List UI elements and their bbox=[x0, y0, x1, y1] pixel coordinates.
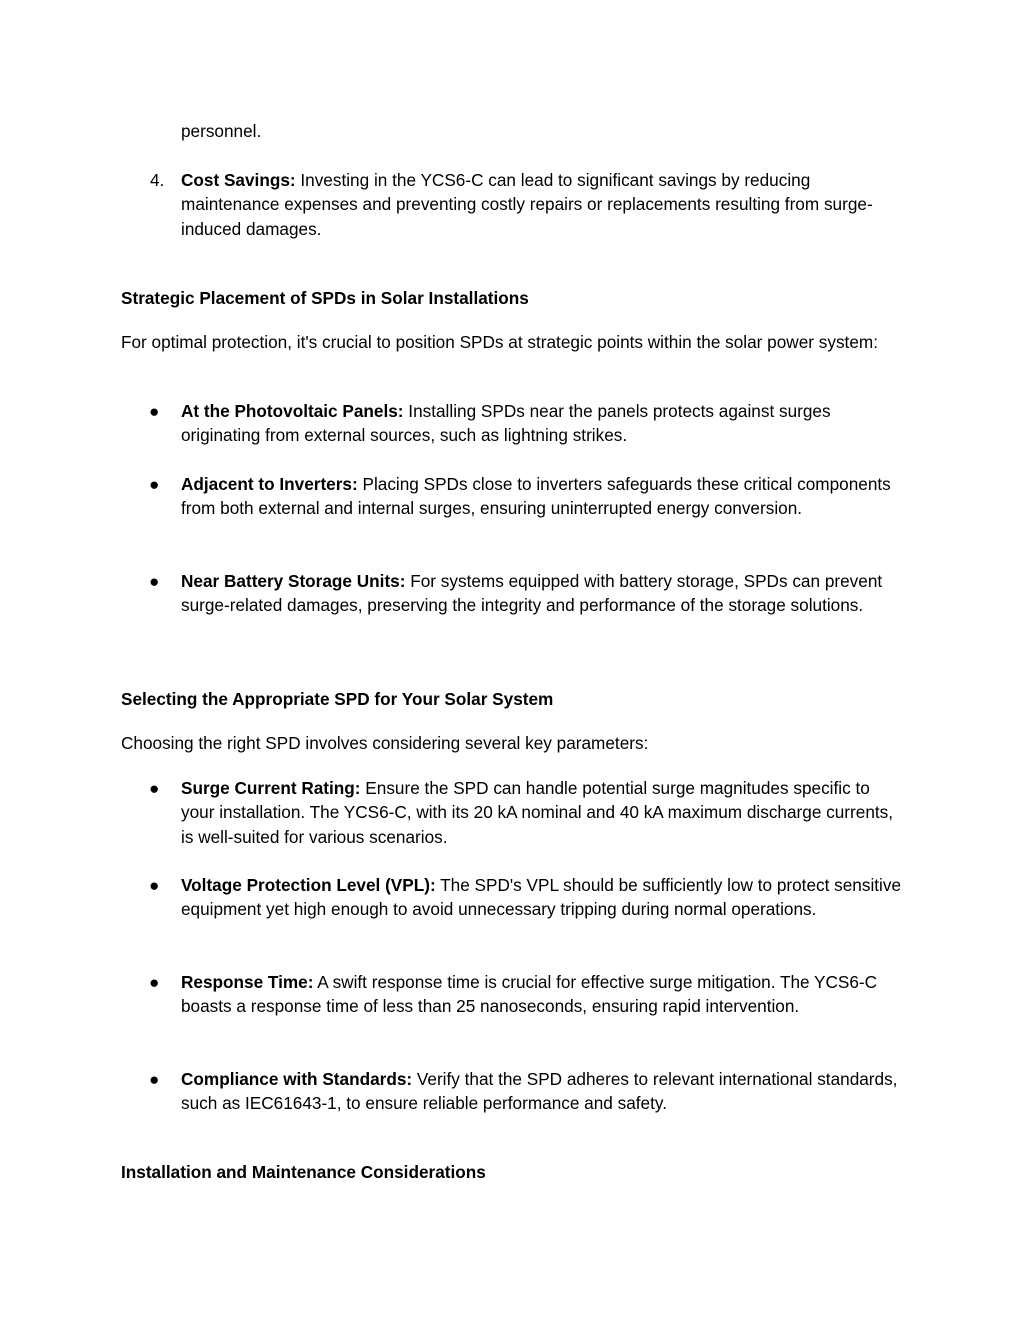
bullet-marker: ● bbox=[149, 875, 160, 895]
bullet-text bbox=[181, 472, 906, 521]
bullet-body: Placing SPDs close to inverters safeguards these critical components from both external and internal surges, ensuring uninterrupted energy conversion. bbox=[181, 474, 891, 519]
bullet-term: Adjacent to Inverters: bbox=[181, 474, 358, 494]
bullet-body: A swift response time is crucial for effective surge mitigation. The YCS6-C boasts a response time of less than 25 nanoseconds, ensuring rapid intervention. bbox=[181, 972, 878, 1017]
section-heading: Strategic Placement of SPDs in Solar Installations bbox=[121, 288, 529, 308]
bullet-text bbox=[181, 399, 906, 448]
bullet-item bbox=[121, 776, 921, 849]
bullet-marker: ● bbox=[149, 1069, 160, 1089]
bullet-marker: ● bbox=[149, 972, 160, 992]
bullet-text bbox=[181, 1067, 906, 1116]
bullet-item bbox=[121, 472, 921, 521]
bullet-term: Surge Current Rating: bbox=[181, 778, 361, 798]
bullet-text bbox=[181, 970, 906, 1019]
bullet-term: At the Photovoltaic Panels: bbox=[181, 401, 404, 421]
list-item-term: Cost Savings: bbox=[181, 170, 296, 190]
bullet-body: For systems equipped with battery storage, SPDs can prevent surge-related damages, preserving the integrity and performance of the storage solutions. bbox=[181, 571, 883, 616]
bullet-item bbox=[121, 399, 921, 448]
numbered-list-item bbox=[121, 168, 921, 241]
section-heading: Selecting the Appropriate SPD for Your Solar System bbox=[121, 689, 554, 709]
bullet-term: Compliance with Standards: bbox=[181, 1069, 413, 1089]
section-intro: Choosing the right SPD involves considering several key parameters: bbox=[121, 733, 649, 753]
bullet-body: Ensure the SPD can handle potential surge magnitudes specific to your installation. The YCS6-C, with its 20 kA nominal and 40 kA maximum discharge currents, is well-suited for various scenarios. bbox=[181, 778, 894, 847]
bullet-marker: ● bbox=[149, 571, 160, 591]
bullet-term: Voltage Protection Level (VPL): bbox=[181, 875, 436, 895]
section-heading: Installation and Maintenance Considerations bbox=[121, 1162, 486, 1182]
list-item-body: Investing in the YCS6-C can lead to significant savings by reducing maintenance expenses and preventing costly repairs or replacements resulting from surge-induced damages. bbox=[181, 170, 873, 239]
bullet-text bbox=[181, 569, 906, 618]
bullet-text bbox=[181, 776, 906, 849]
bullet-marker: ● bbox=[149, 401, 160, 421]
bullet-text bbox=[181, 873, 906, 922]
list-item-text bbox=[181, 168, 906, 241]
bullet-item bbox=[121, 970, 921, 1019]
bullet-body: Verify that the SPD adheres to relevant international standards, such as IEC61643-1, to ensure reliable performance and safety. bbox=[181, 1069, 898, 1114]
bullet-item bbox=[121, 1067, 921, 1116]
list-number: 4. bbox=[150, 170, 165, 190]
section-intro: For optimal protection, it's crucial to position SPDs at strategic points within the solar power system: bbox=[121, 332, 878, 352]
bullet-term: Near Battery Storage Units: bbox=[181, 571, 406, 591]
bullet-body: The SPD's VPL should be sufficiently low to protect sensitive equipment yet high enough to avoid unnecessary tripping during normal operations. bbox=[181, 875, 902, 920]
bullet-marker: ● bbox=[149, 474, 160, 494]
bullet-body: Installing SPDs near the panels protects against surges originating from external sources, such as lightning strikes. bbox=[181, 401, 831, 446]
continuation-text: personnel. bbox=[181, 121, 262, 141]
bullet-marker: ● bbox=[149, 778, 160, 798]
bullet-term: Response Time: bbox=[181, 972, 314, 992]
bullet-item bbox=[121, 873, 921, 922]
bullet-item bbox=[121, 569, 921, 618]
